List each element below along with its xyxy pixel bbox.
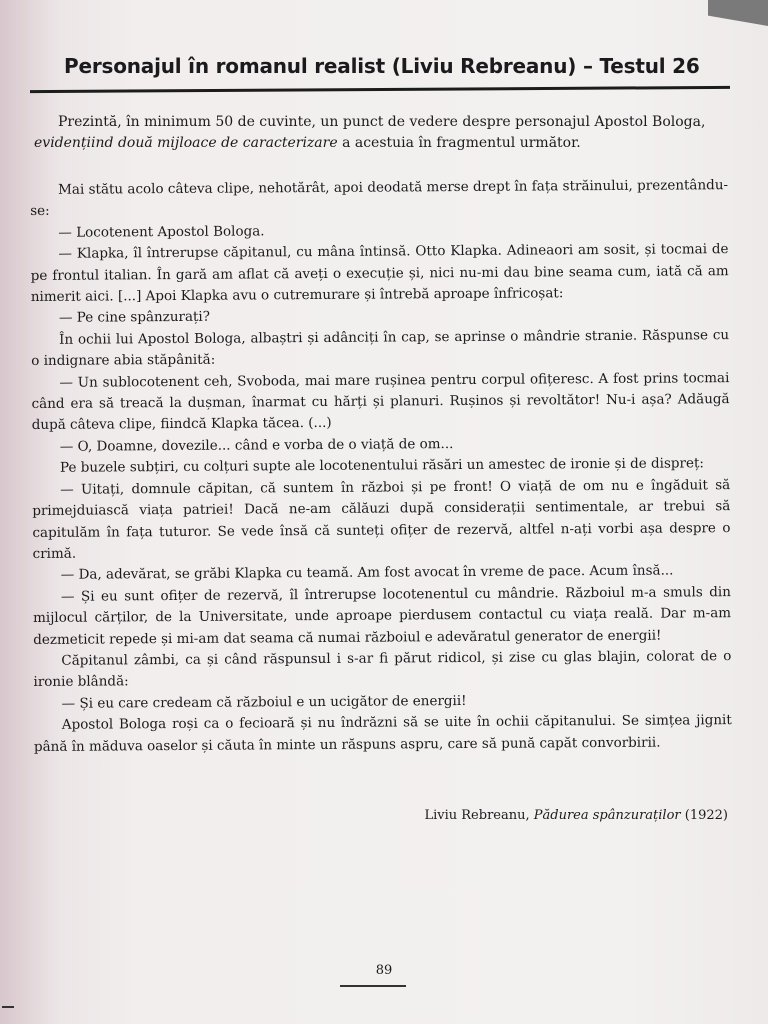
prompt-line-2	[34, 133, 724, 154]
paragraph: — Da, adevărat, se grăbi Klapka cu teamă. Am fost avocat în vreme de pace. Acum însă...	[60, 562, 674, 584]
source-author: Liviu Rebreanu,	[424, 808, 534, 823]
paragraph: Pe buzele subțiri, cu colțuri supte ale locotenentului răsări un amestec de ironie și de dispreț:	[59, 455, 705, 477]
page-corner-shadow	[708, 0, 768, 26]
paragraph: — Un sublocotenent ceh, Svoboda, mai mare rușinea pentru corpul ofițeresc. A fost prins tocmai când era să treacă la dușman, înarmat cu hărți și planuri. Rușinos și revoltător! Nu-i așa? Adăugă după câteva clipe, fiindcă Klapka tăcea. (...)	[31, 369, 730, 434]
page-number: 89	[375, 963, 393, 978]
paragraph: În ochii lui Apostol Bologa, albaștri și adânciți în cap, se aprinse o mândrie stranie. Răspunse cu o indignare abia stăpânită:	[31, 326, 730, 370]
literary-fragment	[30, 175, 732, 758]
paragraph: Apostol Bologa roși ca o fecioară și nu îndrăzni să se uite în ochii căpitanului. Se simțea jignit până în măduva oaselor și căuta în minte un răspuns aspru, care să pună capăt convorbirii.	[33, 712, 732, 755]
source-work: Pădurea spânzuraților	[533, 808, 681, 823]
paragraph: — O, Doamne, dovezile... când e vorba de o viață de om...	[59, 435, 454, 455]
prompt-line-1: Prezintă, în minimum 50 de cuvinte, un punct de vedere despre personajul Apostol Bologa,	[58, 114, 706, 130]
edge-mark	[2, 1006, 14, 1008]
task-prompt	[34, 112, 724, 154]
title-underline	[30, 86, 730, 93]
paragraph: Mai stătu acolo câteva clipe, nehotărât, apoi deodată merse drept în fața străinului, prezentându-se:	[30, 177, 729, 220]
page-title: Personajul în romanul realist (Liviu Rebreanu) – Testul 26	[64, 54, 700, 78]
paragraph: — Și eu sunt ofițer de rezervă, îl întrerupse locotenentul cu mândrie. Războiul m-a smuls din mijlocul cărților, de la Universitate, unde aproape pierdusem contactul cu viața reală. Dar m-am dezmeticit repede și mi-am dat seama că numai războiul e adevăratul generator de energii!	[33, 583, 732, 648]
paragraph: — Uitați, domnule căpitan, că suntem în război și pe front! O viață de om nu e îngăduit să primejduiască viața patriei! Dacă ne-am călăuzi după considerații sentimentale, ar trebui să capitulăm în fața tuturor. Se vede însă că sunteți ofițer de rezervă, altfel n-ați vorbi așa despre o crimă.	[32, 476, 731, 562]
source-year: (1922)	[680, 808, 728, 823]
page-number-rule	[340, 985, 406, 987]
paragraph: — Și eu care credeam că războiul e un ucigător de energii!	[61, 692, 467, 712]
paragraph: — Locotenent Apostol Bologa.	[58, 223, 265, 241]
source-citation	[424, 808, 728, 823]
paragraph: — Pe cine spânzurați?	[58, 309, 211, 327]
prompt-italic: evidențiind două mijloace de caracterizare	[34, 135, 338, 151]
paragraph: — Klapka, îl întrerupse căpitanul, cu mâna întinsă. Otto Klapka. Adineaori am sosit, și tocmai de pe frontul italian. În gară am aflat că aveți o execuție și, nici nu-mi dau bine seama cum, iată că am nimerit aici. [...] Apoi Klapka avu o cutremurare și întrebă aproape înfricoșat:	[30, 241, 729, 306]
prompt-tail: a acestuia în fragmentul următor.	[337, 135, 581, 151]
paragraph: Căpitanul zâmbi, ca și când răspunsul i s-ar fi părut ridicol, și zise cu glas blajin, colorat de o ironie blândă:	[33, 648, 732, 691]
